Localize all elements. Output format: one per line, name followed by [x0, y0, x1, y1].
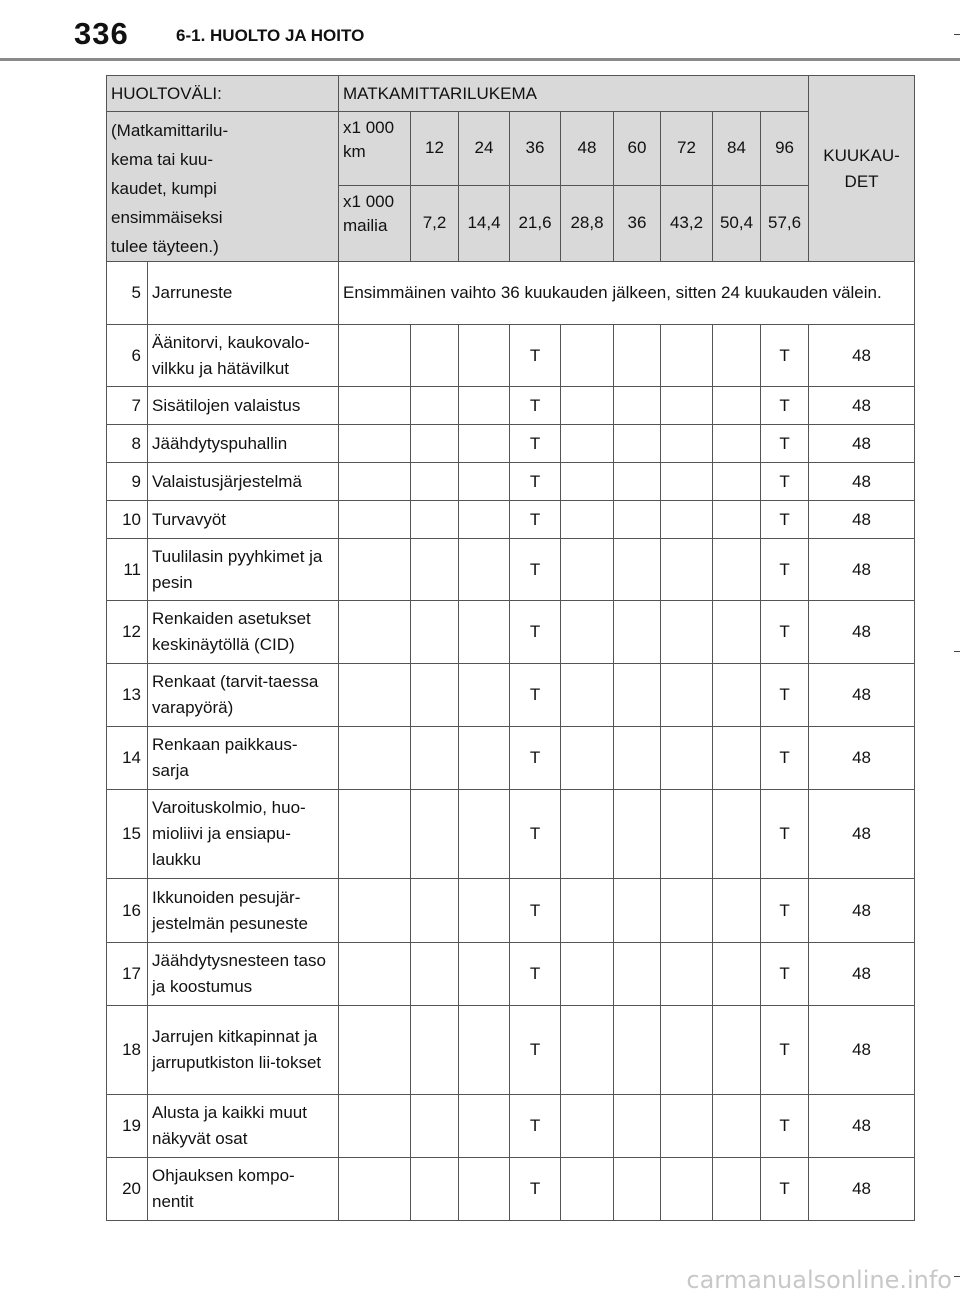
- empty-cell: [614, 943, 661, 1006]
- row-number: 20: [107, 1158, 148, 1221]
- crop-mark: [954, 34, 960, 35]
- empty-cell: [661, 727, 713, 790]
- row-item-text: Renkaan paikkaus-sarja: [152, 735, 298, 780]
- table-row: [107, 1095, 915, 1158]
- check-36: T: [510, 539, 561, 601]
- empty-cell: [661, 463, 713, 501]
- empty-cell: [614, 1095, 661, 1158]
- row-number: 11: [107, 539, 148, 601]
- empty-cell: [661, 1158, 713, 1221]
- row-item-text: Tuulilasin pyyhkimet ja pesin: [152, 546, 323, 592]
- mile-value: 36: [614, 185, 661, 261]
- empty-cell: [339, 664, 411, 727]
- row-number: 19: [107, 1095, 148, 1158]
- row-item-text: Ohjauksen kompo-nentit: [152, 1166, 295, 1211]
- row-item: [148, 790, 339, 879]
- empty-cell: [459, 664, 510, 727]
- empty-cell: [661, 501, 713, 539]
- empty-cell: [459, 790, 510, 879]
- row-item-text: Renkaiden asetukset keskinäytöllä (CID): [152, 609, 311, 654]
- row-number: 15: [107, 790, 148, 879]
- empty-cell: [713, 1095, 761, 1158]
- row-item: [148, 601, 339, 664]
- row-item-text: Jarrujen kitkapinnat ja jarruputkiston lii-tokset: [152, 1027, 322, 1072]
- crop-mark: [954, 651, 960, 652]
- empty-cell: [661, 1095, 713, 1158]
- empty-cell: [411, 425, 459, 463]
- check-36: T: [510, 387, 561, 425]
- empty-cell: [411, 463, 459, 501]
- check-84: T: [761, 1006, 809, 1095]
- empty-cell: [411, 790, 459, 879]
- check-36: T: [510, 727, 561, 790]
- row-number: 7: [107, 387, 148, 425]
- empty-cell: [411, 501, 459, 539]
- empty-cell: [459, 1095, 510, 1158]
- check-36: T: [510, 664, 561, 727]
- empty-cell: [614, 601, 661, 664]
- km-value: 24: [459, 112, 510, 186]
- schedule-rows: [107, 325, 915, 1221]
- empty-cell: [614, 387, 661, 425]
- row-item-text: Renkaat (tarvit-taessa varapyörä): [152, 672, 319, 717]
- check-84: T: [761, 790, 809, 879]
- mile-value: 21,6: [510, 185, 561, 261]
- row-item-text: Valaistusjärjestelmä: [152, 471, 302, 491]
- empty-cell: [459, 387, 510, 425]
- check-36: T: [510, 463, 561, 501]
- row-number: 16: [107, 879, 148, 943]
- empty-cell: [561, 1095, 614, 1158]
- row-number: 14: [107, 727, 148, 790]
- table-row: [107, 601, 915, 664]
- empty-cell: [561, 943, 614, 1006]
- row-months: 48: [809, 425, 915, 463]
- empty-cell: [561, 727, 614, 790]
- empty-cell: [561, 539, 614, 601]
- empty-cell: [661, 601, 713, 664]
- empty-cell: [661, 664, 713, 727]
- check-84: T: [761, 601, 809, 664]
- empty-cell: [561, 425, 614, 463]
- table-row: [107, 463, 915, 501]
- km-value: 72: [661, 112, 713, 186]
- row-months: 48: [809, 1095, 915, 1158]
- check-36: T: [510, 943, 561, 1006]
- check-36: T: [510, 425, 561, 463]
- empty-cell: [561, 463, 614, 501]
- empty-cell: [713, 387, 761, 425]
- row-item: [148, 879, 339, 943]
- empty-cell: [411, 539, 459, 601]
- check-84: T: [761, 425, 809, 463]
- empty-cell: [713, 463, 761, 501]
- empty-cell: [459, 501, 510, 539]
- empty-cell: [614, 1006, 661, 1095]
- empty-cell: [614, 727, 661, 790]
- row-number: 17: [107, 943, 148, 1006]
- empty-cell: [713, 790, 761, 879]
- empty-cell: [713, 1006, 761, 1095]
- km-value: 84: [713, 112, 761, 186]
- table-row: [107, 879, 915, 943]
- mile-value: 50,4: [713, 185, 761, 261]
- check-84: T: [761, 463, 809, 501]
- mile-value: 14,4: [459, 185, 510, 261]
- row-months: 48: [809, 387, 915, 425]
- row-item: [148, 501, 339, 539]
- empty-cell: [713, 1158, 761, 1221]
- check-36: T: [510, 879, 561, 943]
- row-item-text: Alusta ja kaikki muut näkyvät osat: [152, 1103, 307, 1148]
- empty-cell: [459, 463, 510, 501]
- row-item: [148, 1095, 339, 1158]
- row-months: 48: [809, 664, 915, 727]
- interval-label: HUOLTOVÄLI:: [107, 76, 339, 112]
- row-item: [148, 727, 339, 790]
- empty-cell: [339, 790, 411, 879]
- empty-cell: [614, 425, 661, 463]
- row-months: 48: [809, 1158, 915, 1221]
- empty-cell: [459, 601, 510, 664]
- km-value: 48: [561, 112, 614, 186]
- table-row: [107, 539, 915, 601]
- row-months: 48: [809, 943, 915, 1006]
- check-84: T: [761, 727, 809, 790]
- interval-note: (Matkamittarilu-kema tai kuu-kaudet, kumpi ensimmäiseksi tulee täyteen.): [107, 112, 339, 262]
- km-value: 60: [614, 112, 661, 186]
- empty-cell: [411, 1006, 459, 1095]
- row-item: [148, 664, 339, 727]
- empty-cell: [339, 943, 411, 1006]
- row-number: 13: [107, 664, 148, 727]
- empty-cell: [561, 1158, 614, 1221]
- empty-cell: [614, 325, 661, 387]
- check-36: T: [510, 790, 561, 879]
- row-number: 8: [107, 425, 148, 463]
- row-item-text: Turvavyöt: [152, 509, 227, 529]
- row-item-text: Jäähdytysnesteen taso ja koostumus: [152, 951, 326, 996]
- check-84: T: [761, 879, 809, 943]
- mile-value: 7,2: [411, 185, 459, 261]
- row-item: [148, 1158, 339, 1221]
- empty-cell: [713, 539, 761, 601]
- empty-cell: [411, 325, 459, 387]
- page-header: [0, 0, 960, 60]
- empty-cell: [661, 325, 713, 387]
- row-item-text: Varoituskolmio, huo-mioliivi ja ensiapu-laukku: [152, 798, 306, 869]
- table-row: [107, 262, 915, 325]
- empty-cell: [339, 325, 411, 387]
- empty-cell: [713, 425, 761, 463]
- check-84: T: [761, 1095, 809, 1158]
- empty-cell: [561, 1006, 614, 1095]
- empty-cell: [459, 1006, 510, 1095]
- empty-cell: [459, 727, 510, 790]
- row-months: 48: [809, 325, 915, 387]
- empty-cell: [561, 790, 614, 879]
- table-row: [107, 387, 915, 425]
- row-item-text: Jäähdytyspuhallin: [152, 433, 288, 453]
- empty-cell: [459, 425, 510, 463]
- empty-cell: [561, 664, 614, 727]
- empty-cell: [339, 601, 411, 664]
- empty-cell: [661, 387, 713, 425]
- empty-cell: [661, 1006, 713, 1095]
- empty-cell: [459, 325, 510, 387]
- row-number: 12: [107, 601, 148, 664]
- table-row: [107, 943, 915, 1006]
- row-months: 48: [809, 463, 915, 501]
- empty-cell: [713, 501, 761, 539]
- empty-cell: [339, 1158, 411, 1221]
- empty-cell: [411, 664, 459, 727]
- row-months: 48: [809, 501, 915, 539]
- empty-cell: [339, 1095, 411, 1158]
- empty-cell: [561, 601, 614, 664]
- row-number: 18: [107, 1006, 148, 1095]
- check-84: T: [761, 501, 809, 539]
- watermark: carmanualsonline.info: [686, 1266, 952, 1294]
- empty-cell: [411, 387, 459, 425]
- empty-cell: [339, 501, 411, 539]
- empty-cell: [411, 1158, 459, 1221]
- mile-value: 57,6: [761, 185, 809, 261]
- empty-cell: [614, 463, 661, 501]
- km-value: 96: [761, 112, 809, 186]
- row-months: 48: [809, 727, 915, 790]
- table-row: [107, 1158, 915, 1221]
- header-rule: [0, 58, 960, 61]
- row-months: 48: [809, 539, 915, 601]
- row-item: [148, 539, 339, 601]
- table-row: [107, 790, 915, 879]
- mile-value: 28,8: [561, 185, 614, 261]
- maintenance-schedule-table: [106, 75, 915, 1221]
- table-row: [107, 664, 915, 727]
- header-row: [107, 76, 915, 112]
- check-84: T: [761, 1158, 809, 1221]
- empty-cell: [713, 943, 761, 1006]
- row-number: 5: [107, 262, 148, 325]
- row-item: [148, 1006, 339, 1095]
- empty-cell: [411, 601, 459, 664]
- empty-cell: [661, 943, 713, 1006]
- check-36: T: [510, 325, 561, 387]
- row-item: [148, 425, 339, 463]
- km-value: 36: [510, 112, 561, 186]
- row-months: 48: [809, 1006, 915, 1095]
- check-84: T: [761, 664, 809, 727]
- section-title: 6-1. HUOLTO JA HOITO: [176, 26, 365, 45]
- row-item: [148, 325, 339, 387]
- check-36: T: [510, 601, 561, 664]
- check-84: T: [761, 943, 809, 1006]
- odometer-label: MATKAMITTARILUKEMA: [339, 76, 809, 112]
- row-note: Ensimmäinen vaihto 36 kuukauden jälkeen, sitten 24 kuukauden välein.: [339, 262, 915, 325]
- empty-cell: [561, 879, 614, 943]
- empty-cell: [614, 501, 661, 539]
- empty-cell: [459, 1158, 510, 1221]
- empty-cell: [339, 727, 411, 790]
- empty-cell: [614, 1158, 661, 1221]
- empty-cell: [713, 879, 761, 943]
- empty-cell: [411, 727, 459, 790]
- row-months: 48: [809, 879, 915, 943]
- empty-cell: [411, 943, 459, 1006]
- empty-cell: [339, 539, 411, 601]
- table-row: [107, 325, 915, 387]
- empty-cell: [661, 879, 713, 943]
- empty-cell: [561, 325, 614, 387]
- empty-cell: [459, 943, 510, 1006]
- empty-cell: [713, 601, 761, 664]
- empty-cell: [339, 425, 411, 463]
- empty-cell: [661, 790, 713, 879]
- crop-mark: [954, 1276, 960, 1277]
- row-item: Jarruneste: [148, 262, 339, 325]
- row-number: 9: [107, 463, 148, 501]
- row-months: 48: [809, 790, 915, 879]
- table-row: [107, 727, 915, 790]
- empty-cell: [339, 387, 411, 425]
- empty-cell: [661, 539, 713, 601]
- check-84: T: [761, 539, 809, 601]
- empty-cell: [661, 425, 713, 463]
- empty-cell: [339, 1006, 411, 1095]
- empty-cell: [459, 539, 510, 601]
- row-item-text: Ikkunoiden pesujär-jestelmän pesuneste: [152, 887, 308, 933]
- empty-cell: [713, 727, 761, 790]
- empty-cell: [561, 501, 614, 539]
- check-36: T: [510, 501, 561, 539]
- empty-cell: [411, 879, 459, 943]
- row-item: [148, 943, 339, 1006]
- table-row: [107, 501, 915, 539]
- mile-value: 43,2: [661, 185, 713, 261]
- row-item: [148, 387, 339, 425]
- empty-cell: [339, 879, 411, 943]
- km-value: 12: [411, 112, 459, 186]
- page-number: 336: [74, 16, 129, 51]
- months-label: KUUKAU-DET: [809, 76, 915, 262]
- check-36: T: [510, 1158, 561, 1221]
- table-row: [107, 1006, 915, 1095]
- empty-cell: [713, 664, 761, 727]
- km-unit: x1 000 km: [339, 112, 411, 186]
- empty-cell: [561, 387, 614, 425]
- empty-cell: [411, 1095, 459, 1158]
- row-item-text: Äänitorvi, kaukovalo-vilkku ja hätävilkut: [152, 332, 310, 378]
- empty-cell: [614, 879, 661, 943]
- check-36: T: [510, 1095, 561, 1158]
- row-number: 6: [107, 325, 148, 387]
- table-row: [107, 425, 915, 463]
- empty-cell: [713, 325, 761, 387]
- row-item: [148, 463, 339, 501]
- check-84: T: [761, 387, 809, 425]
- row-number: 10: [107, 501, 148, 539]
- row-months: 48: [809, 601, 915, 664]
- empty-cell: [614, 790, 661, 879]
- check-36: T: [510, 1006, 561, 1095]
- empty-cell: [614, 539, 661, 601]
- km-row: [107, 112, 915, 186]
- empty-cell: [339, 463, 411, 501]
- empty-cell: [614, 664, 661, 727]
- miles-unit: x1 000 mailia: [339, 185, 411, 261]
- empty-cell: [459, 879, 510, 943]
- check-84: T: [761, 325, 809, 387]
- row-item-text: Sisätilojen valaistus: [152, 395, 301, 415]
